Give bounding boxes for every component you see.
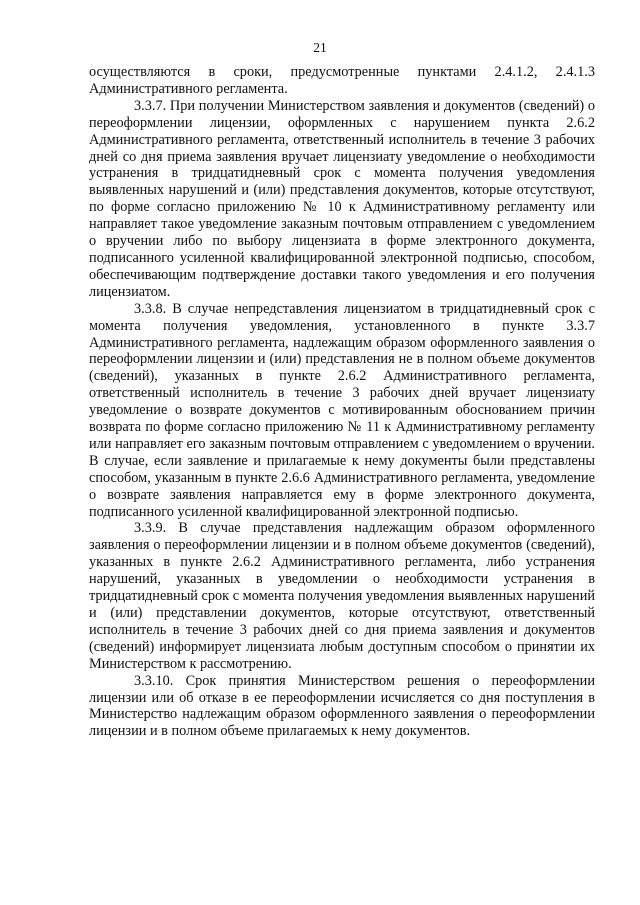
paragraph-3-3-10: 3.3.10. Срок принятия Министерством решения о переоформлении лицензии или об отказе в ее переоформлении исчисляется со дня поступления в Министерство надлежащим образом оформленного заявления о переоформлении лицензии и в полном объеме прилагаемых к нему документов. [89, 672, 595, 740]
document-body [89, 64, 595, 740]
paragraph-continuation: осуществляются в сроки, предусмотренные пунктами 2.4.1.2, 2.4.1.3 Административного регламента. [89, 64, 595, 97]
paragraph-3-3-9: 3.3.9. В случае представления надлежащим образом оформленного заявления о переоформлении лицензии и в полном объеме документов (сведений), указанных в пункте 2.6.2 Административного регламента, либо устранения нарушений, указанных в уведомлении о необходимости устранения в тридцатидневный срок с момента получения уведомления выявленных нарушений и (или) представлении документов, которые отсутствуют, ответственный исполнитель в течение 3 рабочих дней со дня приема заявления и документов (сведений) информирует лицензиата любым доступным способом о принятии их Министерством к рассмотрению. [89, 520, 595, 672]
page-number: 21 [313, 40, 327, 55]
paragraph-3-3-8: 3.3.8. В случае непредставления лицензиатом в тридцатидневный срок с момента получения уведомления, установленного в пункте 3.3.7 Административного регламента, надлежащим образом оформленного заявления о переоформлении лицензии и (или) представления не в полном объеме документов (сведений), указанных в пункте 2.6.2 Административного регламента, ответственный исполнитель в течение 3 рабочих дней вручает лицензиату уведомление о возврате документов с мотивированным обоснованием причин возврата по форме согласно приложению № 11 к Административному регламенту или направляет его заказным почтовым отправлением с уведомлением о вручении. В случае, если заявление и прилагаемые к нему документы были представлены способом, указанным в пункте 2.6.6 Административного регламента, уведомление о возврате заявления направляется ему в форме электронного документа, подписанного усиленной квалифицированной электронной подписью. [89, 300, 595, 520]
paragraph-3-3-7: 3.3.7. При получении Министерством заявления и документов (сведений) о переоформлении лицензии, оформленных с нарушением пункта 2.6.2 Административного регламента, ответственный исполнитель в течение 3 рабочих дней со дня приема заявления вручает лицензиату уведомление о необходимости устранения в тридцатидневный срок с момента получения уведомления выявленных нарушений и (или) представления документов, которые отсутствуют, по форме согласно приложению № 10 к Административному регламенту или направляет такое уведомление заказным почтовым отправлением с уведомлением о вручении либо по выбору лицензиата в форме электронного документа, подписанного усиленной квалифицированной электронной подписью, способом, обеспечивающим подтверждение доставки такого уведомления и его получения лицензиатом. [89, 97, 595, 300]
